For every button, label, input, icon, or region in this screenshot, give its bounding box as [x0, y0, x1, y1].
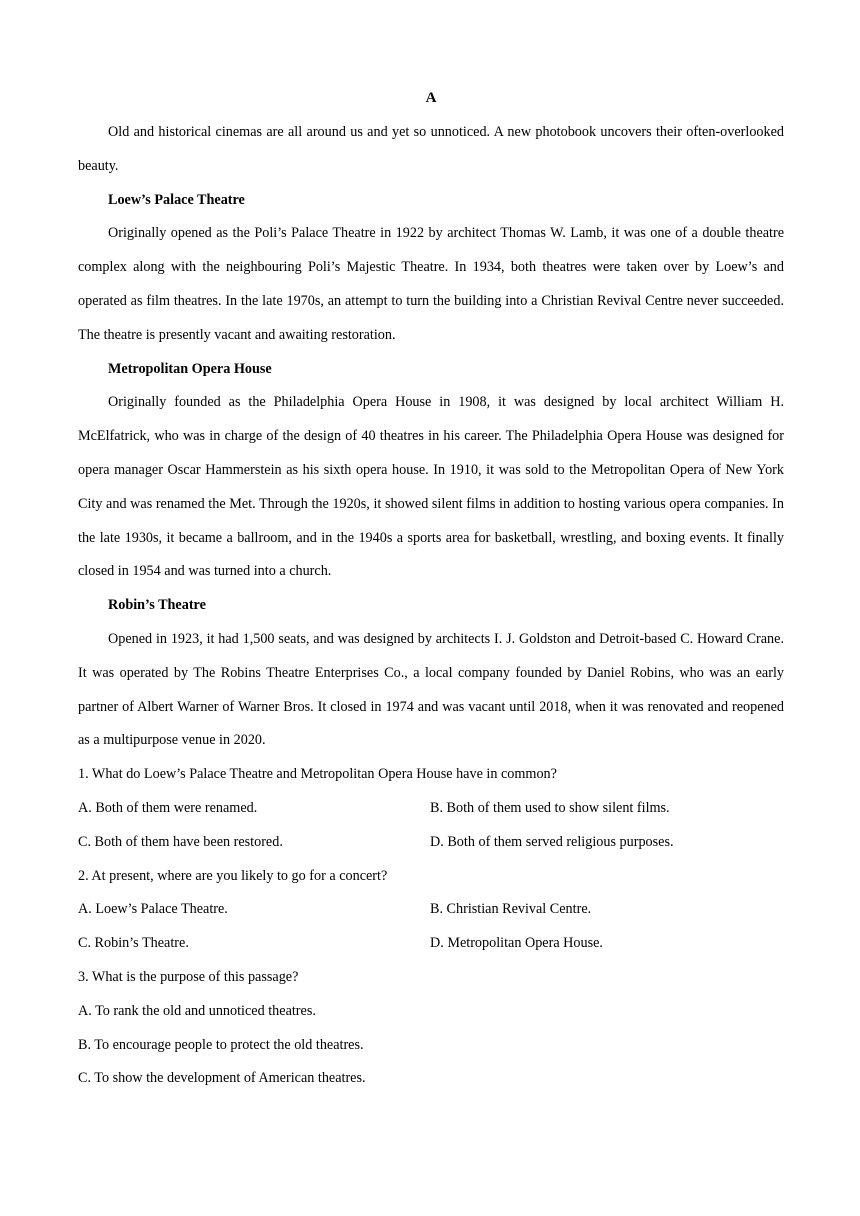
- question-1-options-row-2: [78, 826, 784, 860]
- section-body-loews: Originally opened as the Poli’s Palace Theatre in 1922 by architect Thomas W. Lamb, it was one of a double theatre complex along with the neighbouring Poli’s Majestic Theatre. In 1934, both theatres were taken over by Loew’s and operated as film theatres. In the late 1970s, an attempt to turn the building into a Christian Revival Centre never succeeded. The theatre is presently vacant and awaiting restoration.: [78, 225, 784, 343]
- question-3-option-b: B. To encourage people to protect the old theatres.: [78, 1036, 364, 1053]
- section-heading-loews: Loew’s Palace Theatre: [108, 191, 245, 208]
- question-3-option-c: C. To show the development of American theatres.: [78, 1070, 366, 1087]
- question-1-options-row-1: [78, 792, 784, 826]
- question-2-option-a: A. Loew’s Palace Theatre.: [78, 901, 228, 918]
- intro-paragraph: Old and historical cinemas are all around us and yet so unnoticed. A new photobook uncovers their often-overlooked beauty.: [78, 124, 784, 174]
- question-2-options-row-1: [78, 893, 784, 927]
- question-2: 2. At present, where are you likely to go for a concert?: [78, 867, 388, 884]
- question-1: 1. What do Loew’s Palace Theatre and Metropolitan Opera House have in common?: [78, 766, 557, 783]
- question-2-option-c: C. Robin’s Theatre.: [78, 935, 189, 952]
- question-2-option-b: B. Christian Revival Centre.: [430, 901, 592, 918]
- document-page: [78, 86, 784, 1096]
- passage-title: A: [425, 90, 437, 106]
- section-heading-metropolitan: Metropolitan Opera House: [108, 360, 272, 377]
- section-body-robins: Opened in 1923, it had 1,500 seats, and was designed by architects I. J. Goldston and Detroit-based C. Howard Crane. It was operated by The Robins Theatre Enterprises Co., a local company founded by Daniel Robins, who was an early partner of Albert Warner of Warner Bros. It closed in 1974 and was vacant until 2018, when it was renovated and reopened as a multipurpose venue in 2020.: [78, 630, 784, 749]
- question-3-option-a: A. To rank the old and unnoticed theatres.: [78, 1002, 316, 1019]
- section-heading-robins: Robin’s Theatre: [108, 597, 206, 614]
- question-1-option-b: B. Both of them used to show silent films.: [430, 799, 670, 816]
- section-body-metropolitan: Originally founded as the Philadelphia Opera House in 1908, it was designed by local architect William H. McElfatrick, who was in charge of the design of 40 theatres in his career. The Philadelphia Opera House was designed for opera manager Oscar Hammerstein as his sixth opera house. In 1910, it was sold to the Metropolitan Opera of New York City and was renamed the Met. Through the 1920s, it showed silent films in addition to hosting various opera companies. In the late 1930s, it became a ballroom, and in the 1940s a sports area for basketball, wrestling, and boxing events. It finally closed in 1954 and was turned into a church.: [78, 394, 784, 580]
- question-2-option-d: D. Metropolitan Opera House.: [430, 935, 603, 952]
- question-1-option-d: D. Both of them served religious purposes.: [430, 833, 674, 850]
- question-3: 3. What is the purpose of this passage?: [78, 968, 299, 985]
- question-1-option-c: C. Both of them have been restored.: [78, 833, 283, 850]
- question-1-option-a: A. Both of them were renamed.: [78, 799, 258, 816]
- question-2-options-row-2: [78, 927, 784, 961]
